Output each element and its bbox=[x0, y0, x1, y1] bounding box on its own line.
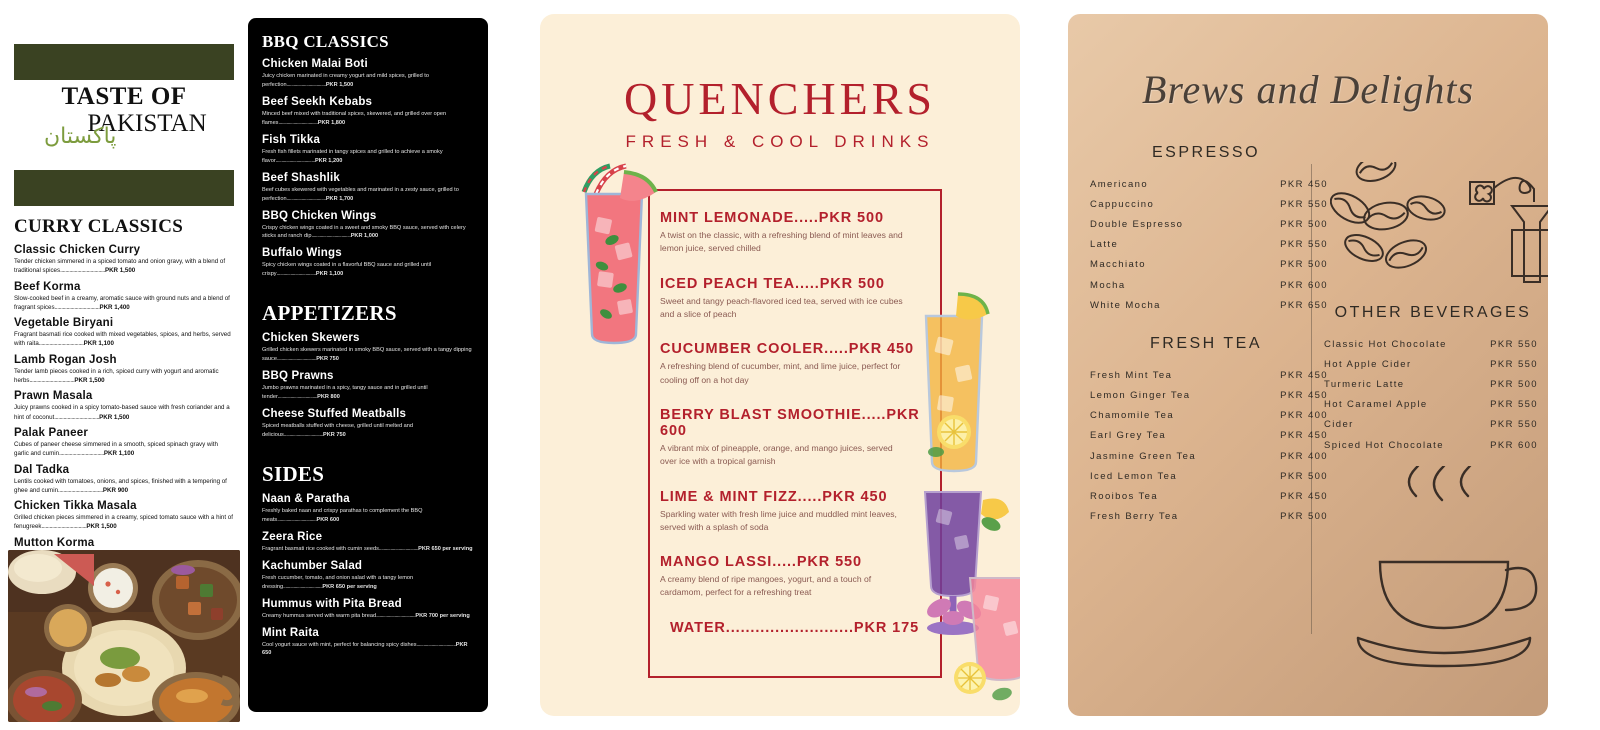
quenchers-title-block bbox=[540, 73, 1020, 152]
quenchers-title: QUENCHERS bbox=[623, 73, 937, 124]
beverage-price: PKR 450 bbox=[1280, 369, 1328, 381]
item-name: BBQ Prawns bbox=[262, 370, 334, 383]
item-name: Mutton Korma bbox=[14, 536, 95, 549]
beverage-name: Cider bbox=[1324, 419, 1354, 431]
item-description-price: Tender chicken simmered in a spiced tomato and onion gravy, with a blend of traditional spices..................................PKR 1,500 bbox=[14, 258, 226, 275]
beverage-name: Jasmine Green Tea bbox=[1090, 450, 1197, 462]
drink-description: Sweet and tangy peach-flavored iced tea, served with ice cubes and a slice of peach bbox=[660, 295, 903, 319]
beverage-price: PKR 400 bbox=[1280, 450, 1328, 462]
drink-description: A vibrant mix of pineapple, orange, and mango juices, served over ice with a tropical garnish bbox=[660, 442, 893, 467]
item-description-price: Spiced meatballs stuffed with cheese, grilled until melted and delicious..................................PKR 750 bbox=[262, 423, 414, 438]
item-name: Beef Seekh Kebabs bbox=[262, 95, 373, 108]
item-description-price: Fresh cucumber, tomato, and onion salad with a tangy lemon dressing..................................PKR 650 per serving bbox=[262, 574, 414, 590]
green-bar-bottom bbox=[14, 170, 234, 206]
beverage-price: PKR 500 bbox=[1490, 378, 1538, 390]
beverage-row bbox=[1318, 354, 1548, 374]
beverage-name: Earl Grey Tea bbox=[1090, 430, 1167, 442]
item-description-price: Crispy chicken wings coated in a sweet and smoky BBQ sauce, served with celery sticks and ranch dip..................................PKR 1,000 bbox=[262, 224, 466, 240]
item-description-price: Tender lamb pieces cooked in a rich, spiced curry with yogurt and aromatic herbs..................................PKR 1,500 bbox=[14, 367, 219, 385]
left-column bbox=[1086, 144, 1336, 527]
item-name: Chicken Skewers bbox=[262, 332, 360, 345]
item-description-price: Fresh fish fillets marinated in tangy spices and grilled to achieve a smoky flavor..................................PKR 1,200 bbox=[262, 148, 443, 164]
beverage-name: Turmeric Latte bbox=[1324, 378, 1405, 390]
beverage-price: PKR 550 bbox=[1280, 198, 1328, 210]
section-title: BBQ CLASSICS bbox=[262, 32, 389, 51]
drink-item bbox=[648, 554, 950, 600]
beverage-row bbox=[1086, 426, 1336, 446]
item-description-price: Cool yogurt sauce with mint, perfect for balancing spicy dishes..................................PKR 650 bbox=[262, 641, 468, 657]
menu-item bbox=[14, 464, 234, 496]
menu-item bbox=[262, 247, 474, 279]
menu-item bbox=[262, 408, 474, 440]
section-title-curry-classics: CURRY CLASSICS bbox=[14, 216, 184, 237]
beverage-name: Double Espresso bbox=[1090, 218, 1184, 230]
menu-item bbox=[262, 96, 474, 128]
drink-name-price: CUCUMBER COOLER.....PKR 450 bbox=[660, 341, 914, 358]
menu-item bbox=[262, 172, 474, 204]
brews-title: Brews and Delights bbox=[1141, 67, 1475, 112]
drink-name-price: ICED PEACH TEA.....PKR 500 bbox=[660, 275, 885, 292]
item-name: Chicken Tikka Masala bbox=[14, 500, 137, 513]
beverage-name: Iced Lemon Tea bbox=[1090, 470, 1178, 482]
item-description-price: Beef cubes skewered with vegetables and marinated in a zesty sauce, grilled to perfection..................................PKR 1,700 bbox=[262, 186, 459, 202]
drink-item bbox=[648, 489, 950, 535]
drink-item bbox=[648, 341, 950, 387]
menu-item bbox=[14, 500, 234, 532]
item-name: Beef Shashlik bbox=[262, 171, 341, 184]
drink-item-water bbox=[648, 620, 950, 636]
item-description-price: Fragrant basmati rice cooked with mixed vegetables, spices, and herbs, served with raita..................................PKR 1,100 bbox=[14, 331, 231, 348]
beverage-row bbox=[1318, 374, 1548, 394]
beverage-row bbox=[1318, 415, 1548, 435]
beverage-name: Fresh Mint Tea bbox=[1090, 369, 1173, 381]
item-description-price: Spicy chicken wings coated in a flavorful BBQ sauce and grilled until crispy..................................PKR 1,100 bbox=[262, 262, 432, 278]
beverage-name: Macchiato bbox=[1090, 259, 1146, 271]
menu-item bbox=[14, 427, 234, 459]
beverage-price: PKR 550 bbox=[1490, 419, 1538, 431]
brand-line-2: PAKISTAN bbox=[87, 110, 207, 137]
beverage-price: PKR 450 bbox=[1280, 178, 1328, 190]
beverage-name: White Mocha bbox=[1090, 299, 1161, 311]
beverage-row bbox=[1086, 214, 1336, 234]
menu-item bbox=[262, 493, 474, 525]
section-spacer bbox=[1086, 315, 1336, 335]
item-name: Palak Paneer bbox=[14, 426, 89, 439]
item-name: Buffalo Wings bbox=[262, 247, 342, 260]
item-description-price: Juicy chicken marinated in creamy yogurt and mild spices, grilled to perfection..................................PKR 1,500 bbox=[262, 73, 429, 88]
item-name: Lamb Rogan Josh bbox=[14, 353, 117, 366]
brand-urdu-text: پاکستان bbox=[44, 124, 117, 149]
beverage-name: Chamomile Tea bbox=[1090, 410, 1175, 422]
item-name: Beef Korma bbox=[14, 280, 81, 293]
coffee-cup-saucer-line-art bbox=[1334, 466, 1548, 706]
beverage-row bbox=[1086, 466, 1336, 486]
item-name: Zeera Rice bbox=[262, 530, 323, 543]
menu-item bbox=[262, 560, 474, 592]
panel-bbq-black bbox=[248, 18, 488, 712]
beverage-name: Rooibos Tea bbox=[1090, 491, 1159, 503]
beverage-price: PKR 550 bbox=[1490, 338, 1538, 350]
beverage-row bbox=[1086, 486, 1336, 506]
beverage-price: PKR 450 bbox=[1280, 430, 1328, 442]
green-bar-top bbox=[14, 44, 234, 80]
beverage-name: Cappuccino bbox=[1090, 198, 1155, 210]
beverage-row bbox=[1086, 275, 1336, 295]
item-name: Fish Tikka bbox=[262, 133, 321, 146]
beverage-row bbox=[1086, 194, 1336, 214]
item-name: Naan & Paratha bbox=[262, 492, 350, 505]
item-description-price: Lentils cooked with tomatoes, onions, and spices, finished with a tempering of ghee and cumin..................................PKR 900 bbox=[14, 477, 227, 494]
right-column bbox=[1318, 304, 1548, 455]
beverage-price: PKR 450 bbox=[1280, 390, 1328, 402]
coffee-beans-line-art bbox=[1330, 162, 1480, 292]
item-name: Vegetable Biryani bbox=[14, 317, 114, 330]
drink-name-price: BERRY BLAST SMOOTHIE.....PKR 600 bbox=[660, 406, 920, 439]
beverage-name: Mocha bbox=[1090, 279, 1126, 291]
beverage-section-title: ESPRESSO bbox=[1151, 144, 1261, 161]
beverage-price: PKR 400 bbox=[1280, 410, 1328, 422]
pakistani-food-spread-photo bbox=[8, 550, 240, 722]
beverage-name: Hot Apple Cider bbox=[1324, 358, 1412, 370]
beverage-row bbox=[1318, 334, 1548, 354]
item-description-price: Slow-cooked beef in a creamy, aromatic sauce with ground nuts and a blend of fragrant spices..................................PKR 1,400 bbox=[14, 294, 230, 311]
panel-quenchers bbox=[540, 14, 1020, 716]
drink-description: A refreshing blend of cucumber, mint, and lime juice, perfect for cooling off on a hot day bbox=[660, 361, 901, 385]
beverage-price: PKR 600 bbox=[1280, 279, 1328, 291]
beverage-price: PKR 450 bbox=[1280, 491, 1328, 503]
beverage-row bbox=[1318, 395, 1548, 415]
beverage-price: PKR 550 bbox=[1280, 239, 1328, 251]
beverage-row bbox=[1318, 435, 1548, 455]
item-name: Kachumber Salad bbox=[262, 559, 363, 572]
item-name: Hummus with Pita Bread bbox=[262, 597, 402, 610]
water-name-price: WATER..........................PKR 175 bbox=[670, 619, 920, 636]
beverage-name: Americano bbox=[1090, 178, 1149, 190]
beverage-price: PKR 500 bbox=[1280, 259, 1328, 271]
brand-lockup bbox=[0, 84, 248, 158]
tea-bag-line-art bbox=[1456, 166, 1548, 296]
drink-name-price: MANGO LASSI.....PKR 550 bbox=[660, 554, 862, 571]
item-description-price: Grilled chicken pieces simmered in a creamy, spiced tomato sauce with a hint of fenugreek..................................PKR 1,500 bbox=[14, 514, 233, 531]
beverage-row bbox=[1086, 446, 1336, 466]
item-description-price: Cubes of paneer cheese simmered in a smooth, spiced spinach gravy with garlic and cumin..................................PKR 1,100 bbox=[14, 440, 218, 458]
panel-taste-of-pakistan bbox=[0, 18, 248, 730]
item-description-price: Juicy prawns cooked in a spicy tomato-based sauce with fresh coriander and a hint of coconut..................................PKR 1,500 bbox=[14, 404, 230, 421]
beverage-price: PKR 500 bbox=[1280, 218, 1328, 230]
item-name: Cheese Stuffed Meatballs bbox=[262, 408, 407, 420]
item-description-price: Jumbo prawns marinated in a spicy, tangy sauce and in grilled until tender..................................PKR 800 bbox=[262, 385, 428, 401]
menu-item bbox=[262, 627, 474, 659]
item-name: Dal Tadka bbox=[14, 463, 70, 476]
beverage-name: Spiced Hot Chocolate bbox=[1324, 439, 1444, 451]
beverage-name: Fresh Berry Tea bbox=[1090, 511, 1179, 523]
quenchers-subtitle: FRESH & COOL DRINKS bbox=[625, 132, 935, 151]
beverage-row bbox=[1086, 406, 1336, 426]
beverage-section-title: FRESH TEA bbox=[1150, 335, 1262, 353]
section-title: APPETIZERS bbox=[262, 301, 397, 326]
menu-item bbox=[262, 134, 474, 166]
item-name: Classic Chicken Curry bbox=[14, 244, 141, 256]
beverage-section-title: OTHER BEVERAGES bbox=[1334, 304, 1532, 321]
beverage-price: PKR 500 bbox=[1280, 470, 1328, 482]
menu-item bbox=[14, 244, 234, 276]
beverage-name: Hot Caramel Apple bbox=[1324, 399, 1428, 411]
menu-item bbox=[262, 332, 474, 364]
beverage-name: Classic Hot Chocolate bbox=[1324, 338, 1447, 350]
drink-item bbox=[648, 276, 950, 322]
beverage-price: PKR 500 bbox=[1280, 511, 1328, 523]
item-description-price: Creamy hummus served with warm pita bread..................................PKR 700 per serving bbox=[262, 612, 470, 619]
menu-item bbox=[262, 531, 474, 554]
drink-description: Sparkling water with fresh lime juice and muddled mint leaves, served with a splash of soda bbox=[660, 508, 897, 532]
menu-item bbox=[262, 598, 474, 621]
brand-line-1: TASTE OF bbox=[61, 83, 187, 110]
item-name: Chicken Malai Boti bbox=[262, 58, 368, 70]
beverage-row bbox=[1086, 235, 1336, 255]
item-description-price: Fragrant basmati rice cooked with cumin seeds..................................PKR 650 per serving bbox=[262, 545, 473, 552]
drink-name-price: LIME & MINT FIZZ.....PKR 450 bbox=[660, 488, 888, 505]
menu-item bbox=[262, 210, 474, 242]
drink-description: A twist on the classic, with a refreshing blend of mint leaves and lemon juice, served chilled bbox=[660, 230, 903, 254]
beverage-price: PKR 550 bbox=[1490, 399, 1538, 411]
drink-item bbox=[648, 407, 950, 469]
menu-item bbox=[14, 317, 234, 349]
item-name: Prawn Masala bbox=[14, 390, 93, 403]
beverage-price: PKR 550 bbox=[1490, 358, 1538, 370]
beverage-name: Latte bbox=[1090, 239, 1119, 251]
menu-item bbox=[14, 390, 234, 422]
menu-item bbox=[262, 370, 474, 402]
beverage-price: PKR 650 bbox=[1280, 299, 1328, 311]
beverage-row bbox=[1086, 507, 1336, 527]
drink-item bbox=[648, 210, 950, 256]
beverage-row bbox=[1086, 174, 1336, 194]
section-title: SIDES bbox=[262, 461, 325, 486]
drinks-list bbox=[648, 210, 950, 656]
beverage-price: PKR 600 bbox=[1490, 439, 1538, 451]
curry-item-list bbox=[0, 244, 248, 568]
item-name: Mint Raita bbox=[262, 626, 319, 639]
beverage-row bbox=[1086, 295, 1336, 315]
menu-item bbox=[14, 354, 234, 386]
beverage-row bbox=[1086, 386, 1336, 406]
item-description-price: Minced beef mixed with traditional spices, skewered, and grilled over open flames..................................PKR 1,800 bbox=[262, 110, 447, 126]
menu-item bbox=[262, 58, 474, 90]
menu-item bbox=[14, 281, 234, 313]
pink-lemonade-glass-illustration bbox=[940, 554, 1020, 714]
beverage-row bbox=[1086, 365, 1336, 385]
panel-brews-and-delights bbox=[1068, 14, 1548, 716]
item-description-price: Freshly baked naan and crispy parathas to complement the BBQ meats..................................PKR 600 bbox=[262, 507, 423, 523]
item-description-price: Grilled chicken skewers marinated in smoky BBQ sauce, served with a tangy dipping sauce..................................PKR 750 bbox=[262, 347, 472, 363]
beverage-name: Lemon Ginger Tea bbox=[1090, 390, 1191, 402]
bbq-sections bbox=[248, 32, 488, 658]
item-name: BBQ Chicken Wings bbox=[262, 209, 377, 222]
drink-description: A creamy blend of ripe mangoes, yogurt, and a touch of cardamom, perfect for a refreshing treat bbox=[660, 574, 872, 598]
beverage-row bbox=[1086, 255, 1336, 275]
drink-name-price: MINT LEMONADE.....PKR 500 bbox=[660, 210, 884, 226]
